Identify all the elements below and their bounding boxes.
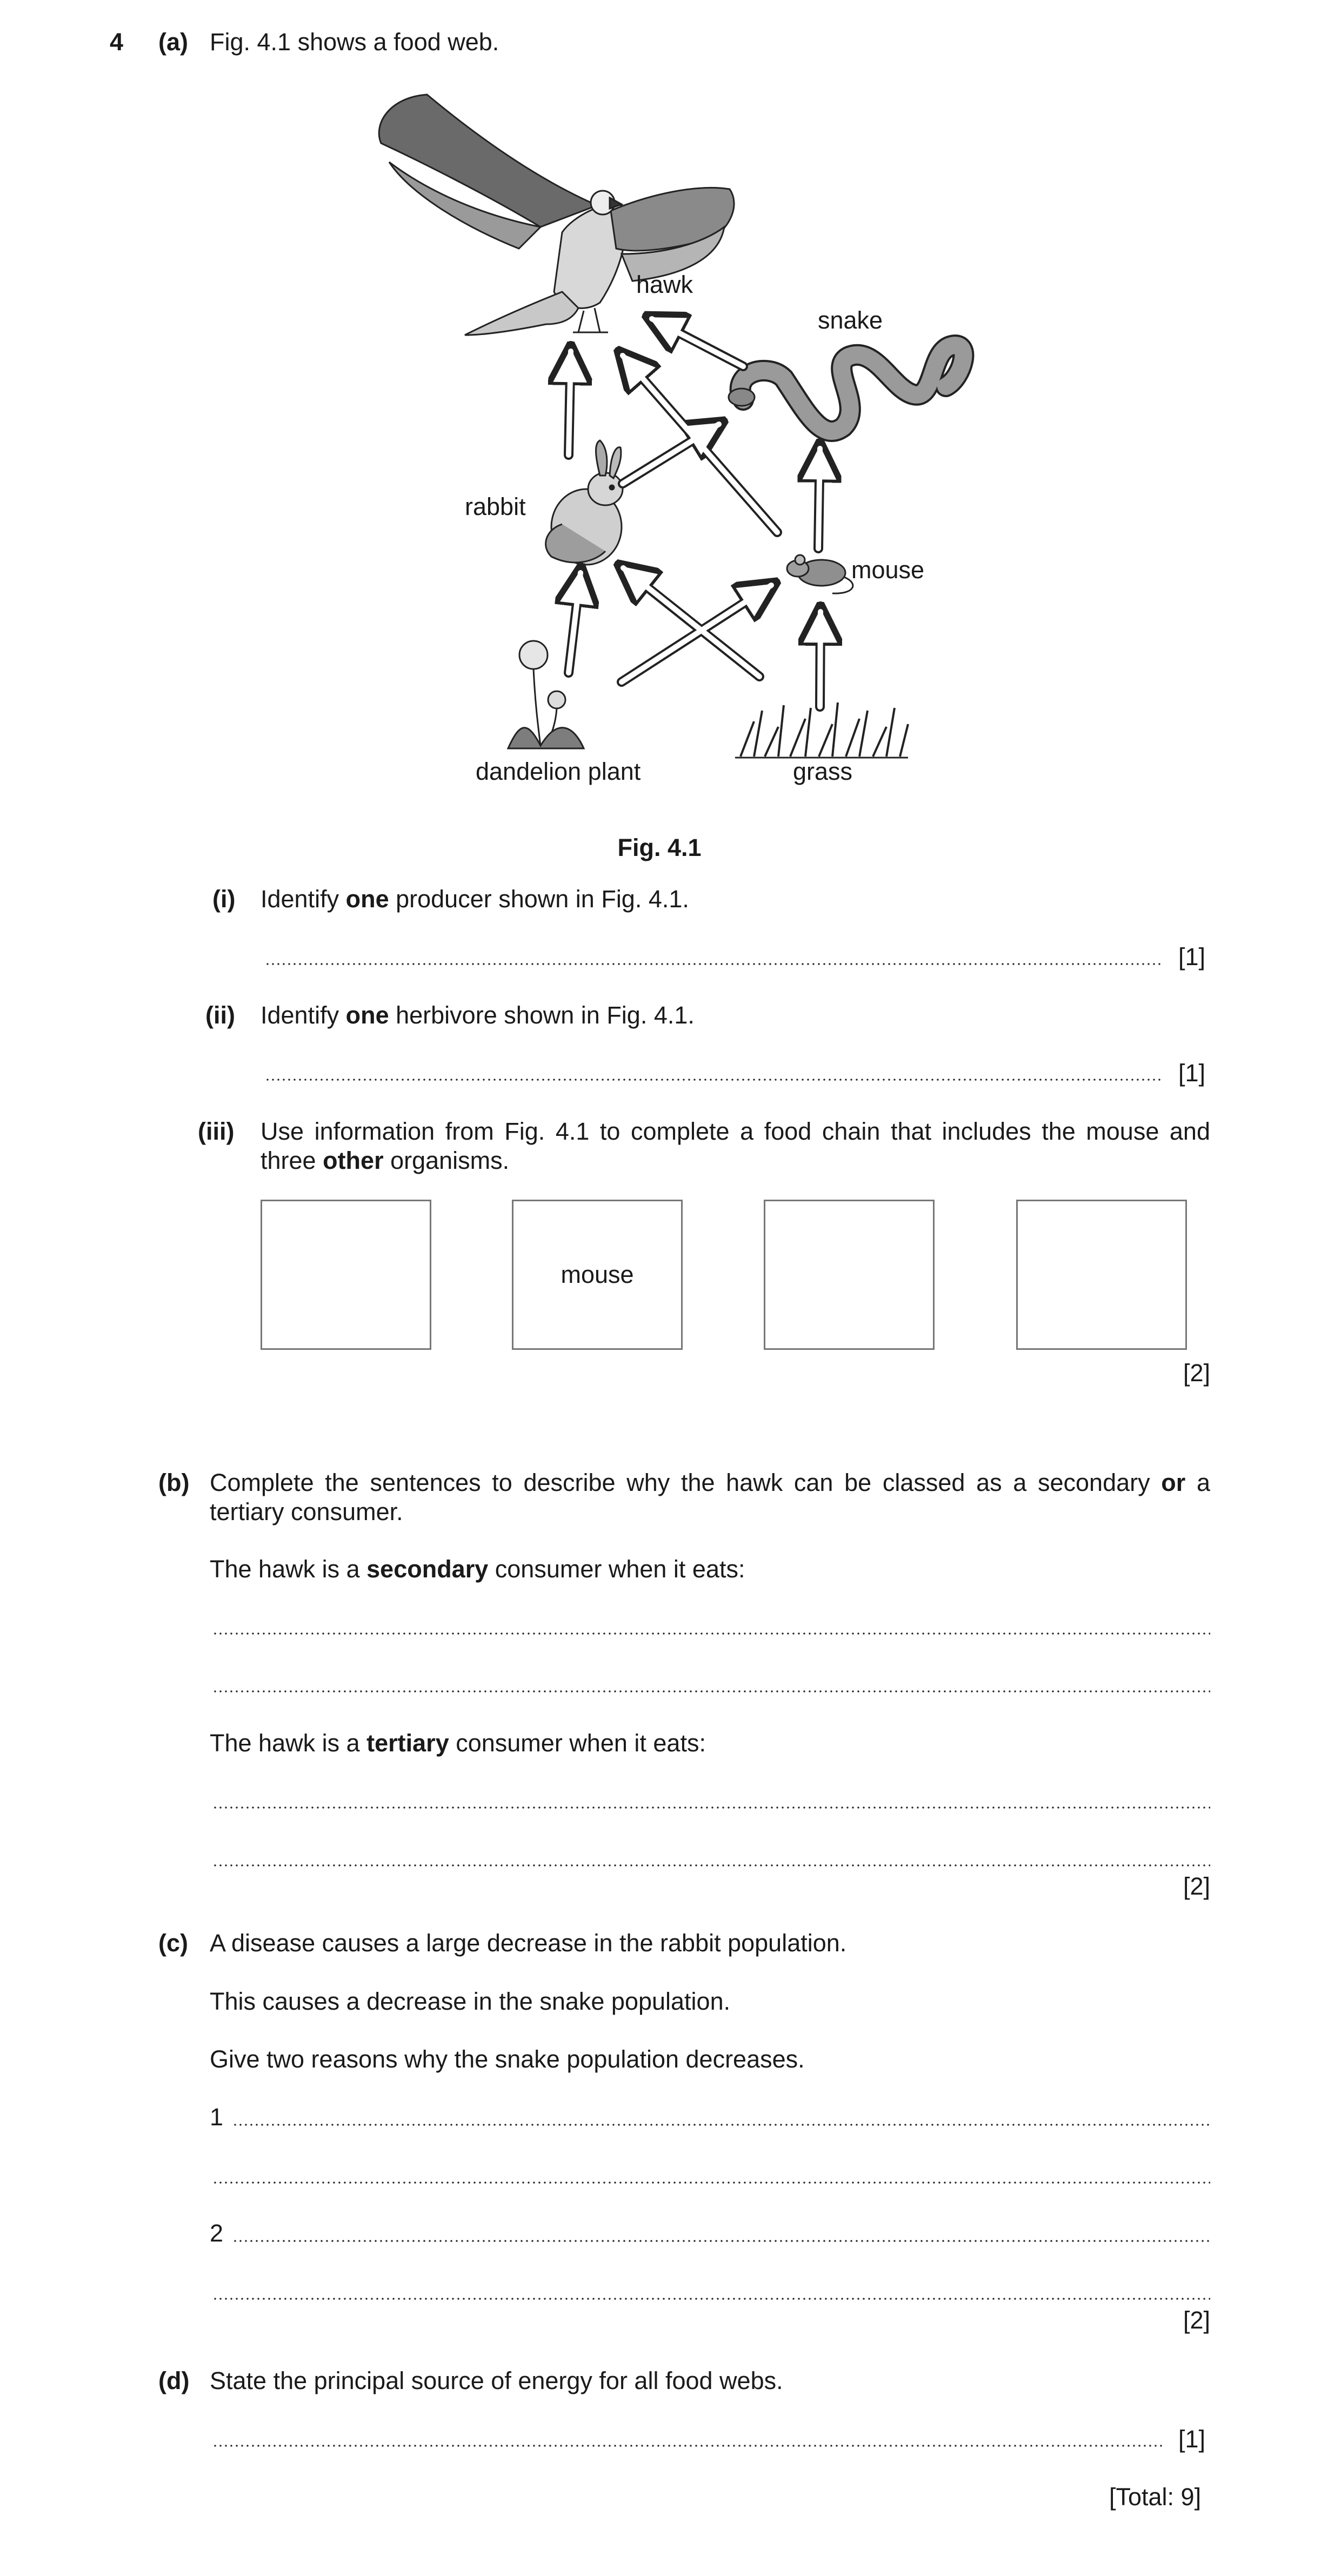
label-mouse: mouse [851, 556, 925, 584]
marks-a-i: [1] [1178, 943, 1206, 971]
part-a-i-label: (i) [212, 885, 236, 913]
marks-a-ii: [1] [1178, 1059, 1206, 1087]
food-chain-box-4[interactable] [1016, 1200, 1187, 1350]
food-web-figure [0, 0, 1341, 800]
marks-a-iii: [2] [1183, 1359, 1211, 1387]
label-hawk: hawk [636, 271, 693, 298]
rabbit-illustration [546, 440, 623, 565]
part-a-ii-text: Identify one herbivore shown in Fig. 4.1. [261, 1001, 695, 1029]
question-total: [Total: 9] [1109, 2483, 1202, 2511]
mouse-illustration [787, 555, 853, 593]
question-number: 4 [110, 28, 124, 56]
marks-d: [1] [1178, 2425, 1206, 2453]
part-b-tertiary-text: The hawk is a tertiary consumer when it eats: [210, 1729, 706, 1757]
label-dandelion: dandelion plant [476, 758, 641, 785]
part-a-i-text: Identify one producer shown in Fig. 4.1. [261, 885, 689, 913]
answer-line-b-secondary-1[interactable] [212, 1632, 1210, 1635]
hawk-illustration [379, 95, 734, 335]
part-b-secondary-text: The hawk is a secondary consumer when it eats: [210, 1555, 745, 1583]
answer-line-c-1b[interactable] [212, 2182, 1210, 2184]
answer-line-a-i[interactable] [265, 963, 1162, 965]
label-grass: grass [793, 758, 853, 785]
part-c-line1: A disease causes a large decrease in the rabbit population. [210, 1929, 847, 1957]
answer-line-a-ii[interactable] [265, 1079, 1162, 1081]
answer-line-d[interactable] [212, 2445, 1162, 2447]
part-d-label: (d) [158, 2367, 190, 2394]
part-a-intro: Fig. 4.1 shows a food web. [210, 28, 499, 56]
part-c-label: (c) [158, 1929, 188, 1957]
answer-line-b-tertiary-2[interactable] [212, 1864, 1210, 1866]
part-d-text: State the principal source of energy for all food webs. [210, 2367, 783, 2394]
part-c-line3: Give two reasons why the snake population decreases. [210, 2045, 805, 2073]
label-snake: snake [818, 306, 883, 334]
part-a-ii-label: (ii) [205, 1001, 235, 1029]
part-a-iii-label: (iii) [198, 1118, 235, 1145]
answer-line-b-tertiary-1[interactable] [212, 1806, 1210, 1809]
answer-line-c-2a[interactable] [232, 2240, 1210, 2242]
part-c-line2: This causes a decrease in the snake population. [210, 1988, 731, 2015]
part-a-iii-line1: Use information from Fig. 4.1 to complete a food chain that includes the mouse and [261, 1118, 1210, 1145]
part-c-reason-1-number: 1 [210, 2103, 224, 2131]
snake-illustration [729, 345, 963, 431]
part-b-line2: tertiary consumer. [210, 1498, 403, 1525]
answer-line-b-secondary-2[interactable] [212, 1690, 1210, 1692]
part-a-label: (a) [158, 28, 188, 56]
answer-line-c-2b[interactable] [212, 2298, 1210, 2300]
marks-c: [2] [1183, 2306, 1211, 2334]
food-chain-box-1[interactable] [261, 1200, 431, 1350]
marks-b: [2] [1183, 1872, 1211, 1900]
part-b-line1: Complete the sentences to describe why the hawk can be classed as a secondary or a [210, 1469, 1210, 1496]
answer-line-c-1a[interactable] [232, 2124, 1210, 2126]
part-a-iii-line2: three other organisms. [261, 1147, 510, 1174]
part-b-label: (b) [158, 1469, 190, 1496]
food-chain-box-2[interactable]: mouse [512, 1200, 683, 1350]
label-rabbit: rabbit [465, 493, 526, 520]
food-chain-box-3[interactable] [764, 1200, 935, 1350]
figure-caption: Fig. 4.1 [617, 834, 702, 861]
part-c-reason-2-number: 2 [210, 2219, 224, 2247]
